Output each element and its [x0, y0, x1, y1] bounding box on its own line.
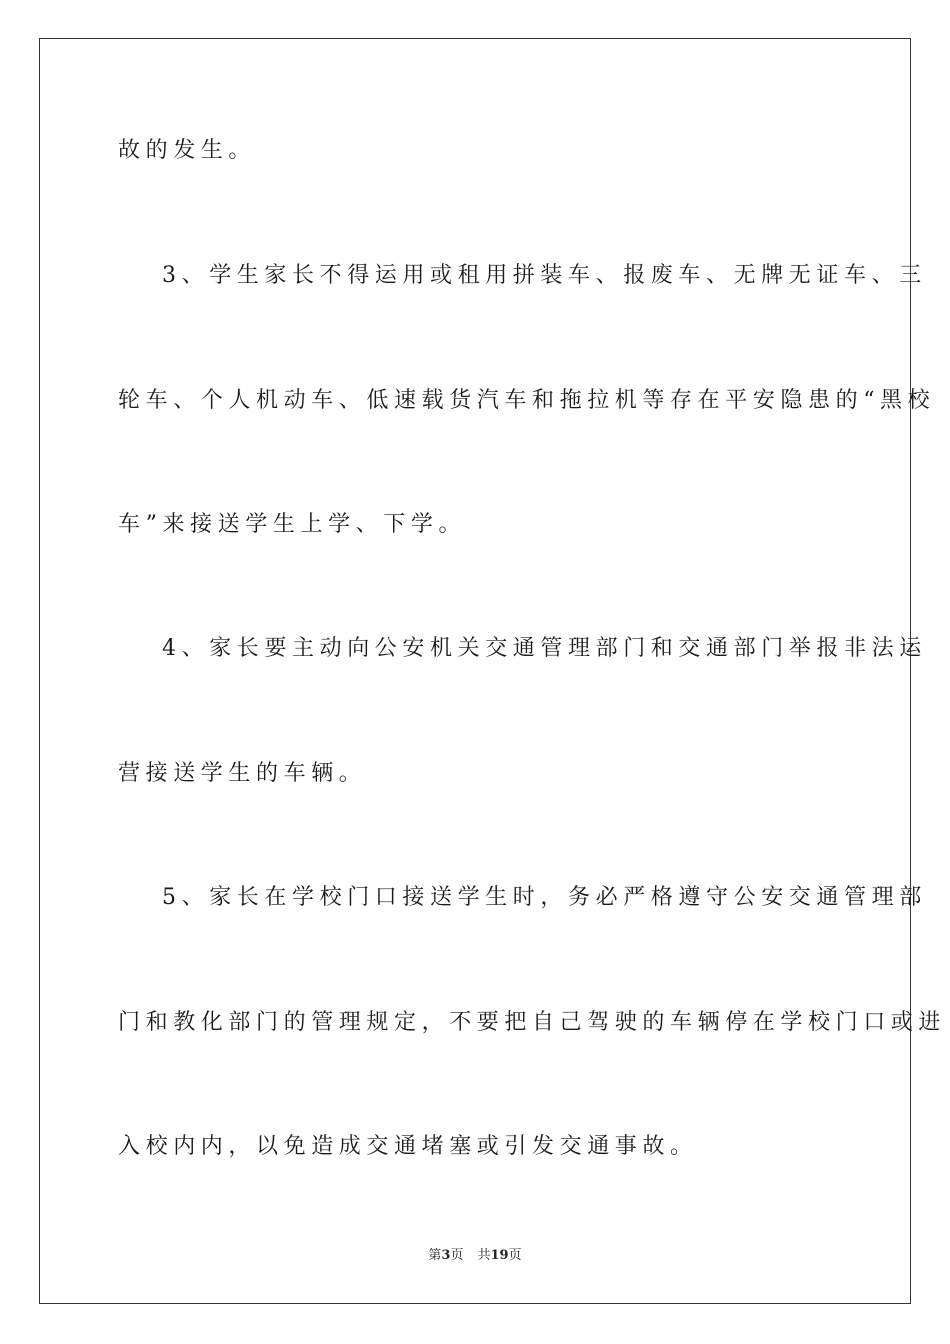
total-suffix: 页	[508, 1248, 522, 1263]
text-line-5: 4、家长要主动向公安机关交通管理部门和交通部门举报非法运	[162, 636, 927, 661]
text-line-8: 门和教化部门的管理规定，不要把自己驾驶的车辆停在学校门口或进	[118, 1010, 947, 1035]
text-line-4: 车”来接送学生上学、下学。	[118, 512, 467, 537]
text-line-6: 营接送学生的车辆。	[118, 761, 367, 786]
page-suffix: 页	[450, 1248, 464, 1263]
page-prefix: 第	[428, 1248, 442, 1263]
total-prefix: 共	[477, 1248, 491, 1263]
text-line-7: 5、家长在学校门口接送学生时，务必严格遵守公安交通管理部	[162, 885, 927, 910]
page-number: 3	[441, 1248, 451, 1263]
text-line-2: 3、学生家长不得运用或租用拼装车、报废车、无牌无证车、三	[162, 263, 927, 288]
page-border	[39, 38, 947, 1304]
text-line-9: 入校内内，以免造成交通堵塞或引发交通事故。	[118, 1134, 698, 1159]
page-footer	[0, 1247, 950, 1265]
text-line-1: 故的发生。	[118, 138, 257, 163]
total-pages: 19	[490, 1248, 509, 1263]
text-line-3: 轮车、个人机动车、低速载货汽车和拖拉机等存在平安隐患的“黑校	[118, 388, 936, 413]
